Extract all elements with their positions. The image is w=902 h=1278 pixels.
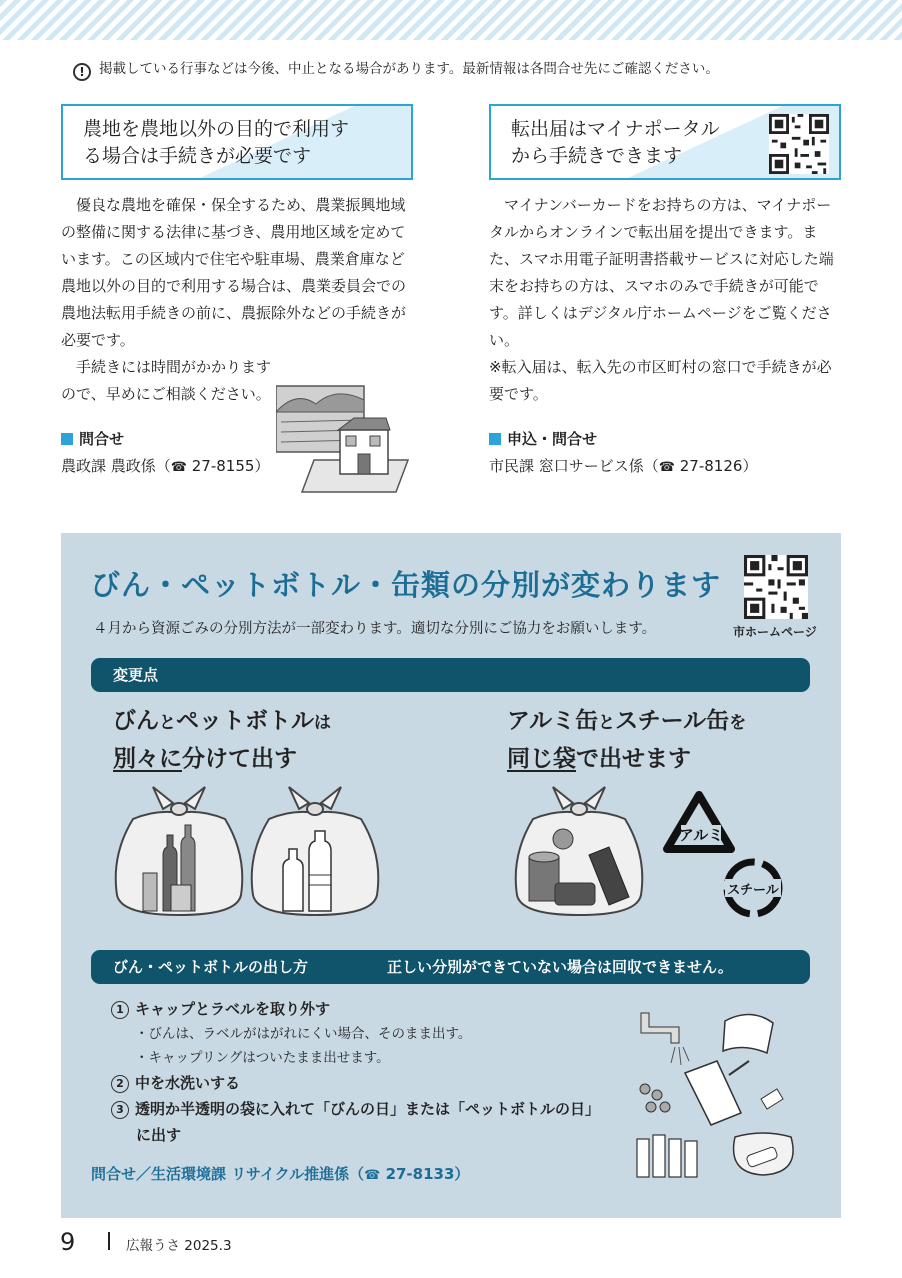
moving-out-contact-label: 申込・問合せ	[507, 430, 598, 448]
farmland-contact-label: 問合せ	[79, 430, 125, 448]
publication-name: 広報うさ 2025.3	[126, 1238, 232, 1254]
moving-out-title-box	[489, 104, 841, 180]
recycling-contact-dept: 問合せ／生活環境課 リサイクル推進係（	[91, 1165, 365, 1183]
step-3	[111, 1096, 631, 1122]
recycling-contact-phone[interactable]: 27-8133	[385, 1165, 455, 1183]
changes-bar	[91, 658, 810, 692]
square-bullet-icon	[489, 433, 501, 445]
heading-put-out: 分けて出す	[182, 746, 297, 772]
heading-and: と	[159, 713, 176, 733]
moving-out-contact	[489, 428, 789, 480]
step-2-text: 中を水洗いする	[135, 1074, 241, 1092]
phone-icon: ☎	[658, 460, 675, 475]
cans-heading-line2	[507, 741, 746, 777]
heading-bottle: びん	[113, 708, 159, 734]
exclamation-circle-icon: !	[73, 63, 91, 81]
moving-out-title-line2: から手続きできます	[511, 145, 683, 167]
step-1-number: 1	[111, 1001, 129, 1019]
changes-bar-label: 変更点	[113, 666, 159, 684]
recycling-contact	[91, 1163, 469, 1184]
qr-code-icon[interactable]	[769, 114, 829, 174]
pet-bottle-bag-illustration	[247, 785, 383, 920]
cans-heading-line1	[507, 703, 746, 741]
qr-code-icon[interactable]	[744, 555, 808, 619]
farmland-contact-dept: 農政課 農政係（	[61, 457, 171, 475]
heading-separately: 別々に	[113, 746, 182, 772]
can-bag-illustration	[511, 785, 647, 920]
glass-bottle-bag-illustration	[111, 785, 247, 920]
recycling-panel	[61, 533, 841, 1218]
bottle-pet-heading-line2	[113, 741, 331, 777]
moving-out-title-line1: 転出届はマイナポータル	[511, 118, 720, 140]
heading-same-bag: 同じ袋	[507, 746, 576, 772]
page-number: 9	[60, 1228, 76, 1256]
farmland-article	[61, 104, 413, 408]
howto-steps	[111, 996, 631, 1148]
step-1	[111, 996, 631, 1022]
moving-out-paragraph-1: マイナンバーカードをお持ちの方は、マイナポータルからオンラインで転出届を提出できます。また、スマホ用電子証明書搭載サービスに対応した端末をお持ちの方は、スマホのみで手続きが可能です。詳しくはデジタル庁ホームページをご覧ください。	[489, 196, 834, 349]
step-3-text: 透明か半透明の袋に入れて「びんの日」または「ペットボトルの日」	[135, 1100, 601, 1118]
phone-icon: ☎	[170, 460, 187, 475]
bottle-pet-heading-line1	[113, 703, 331, 741]
step-1-note-a: ・びんは、ラベルがはがれにくい場合、そのまま出す。	[135, 1026, 472, 1042]
moving-out-contact-dept: 市民課 窓口サービス係（	[489, 457, 659, 475]
heading-particle-wo: を	[729, 713, 747, 733]
farmland-title-box	[61, 104, 413, 180]
heading-steel-can: スチール缶	[615, 708, 730, 734]
notice-text: 掲載している行事などは今後、中止となる場合があります。最新情報は各問合せ先にご確認ください。	[99, 61, 719, 77]
recycling-lead: ４月から資源ごみの分別方法が一部変わります。適切な分別にご協力をお願いします。	[93, 621, 657, 637]
recycling-contact-close: ）	[454, 1165, 470, 1183]
farmland-title-line1: 農地を農地以外の目的で利用す	[83, 118, 350, 140]
moving-out-body	[489, 192, 841, 408]
heading-can-put-out: で出せます	[576, 746, 691, 772]
page-footer	[60, 1228, 460, 1258]
recycle-alumi-label: アルミ	[678, 826, 724, 844]
moving-out-contact-label-row	[489, 428, 789, 450]
moving-out-contact-close: ）	[742, 457, 758, 475]
farmland-contact-close: ）	[254, 457, 270, 475]
steel-recycle-mark-icon	[717, 855, 789, 921]
notice-banner	[73, 58, 853, 80]
step-2	[111, 1070, 631, 1096]
square-bullet-icon	[61, 433, 73, 445]
step-1-note-b: ・キャップリングはついたまま出せます。	[135, 1050, 390, 1066]
phone-icon: ☎	[364, 1168, 381, 1183]
farmland-body	[61, 192, 413, 408]
footer-divider	[108, 1232, 110, 1250]
step-3-continued: に出す	[136, 1126, 182, 1144]
washing-bottles-illustration	[631, 1003, 811, 1183]
heading-aluminum-can: アルミ缶	[507, 708, 599, 734]
howto-warning: 正しい分別ができていない場合は回収できません。	[387, 958, 733, 976]
decorative-header-stripe	[0, 0, 902, 40]
howto-bar-label: びん・ペットボトルの出し方	[113, 958, 309, 976]
howto-bar	[91, 950, 810, 984]
step-3-number: 3	[111, 1101, 129, 1119]
moving-out-article	[489, 104, 841, 408]
moving-out-note: ※転入届は、転入先の市区町村の窓口で手続きが必要です。	[489, 358, 832, 403]
qr-caption: 市ホームページ	[733, 625, 817, 639]
aluminum-recycle-mark-icon	[661, 791, 737, 855]
moving-out-contact-body	[489, 454, 789, 480]
step-1-text: キャップとラベルを取り外す	[135, 1000, 331, 1018]
farmland-title-line2: る場合は手続きが必要です	[83, 145, 312, 167]
farmland-house-illustration	[276, 382, 416, 494]
heading-particle-wa: は	[314, 713, 331, 733]
recycle-steel-label: スチール	[727, 883, 779, 898]
bottle-pet-heading	[113, 703, 331, 777]
farmland-paragraph-2: 手続きには時間がかかりますので、早めにご相談ください。	[61, 358, 272, 403]
farmland-paragraph-1: 優良な農地を確保・保全するため、農業振興地域の整備に関する法律に基づき、農用地区域を定めています。この区域内で住宅や駐車場、農業倉庫など農地以外の目的で利用する場合は、農業委員会での農地法転用手続きの前に、農振除外などの手続きが必要です。	[61, 196, 407, 349]
step-2-number: 2	[111, 1075, 129, 1093]
heading-and: と	[598, 713, 616, 733]
recycling-title: びん・ペットボトル・缶類の分別が変わります	[91, 568, 722, 602]
farmland-contact-phone[interactable]: 27-8155	[191, 457, 255, 475]
moving-out-contact-phone[interactable]: 27-8126	[679, 457, 743, 475]
heading-pet-bottle: ペットボトル	[176, 708, 314, 734]
cans-heading	[507, 703, 746, 777]
